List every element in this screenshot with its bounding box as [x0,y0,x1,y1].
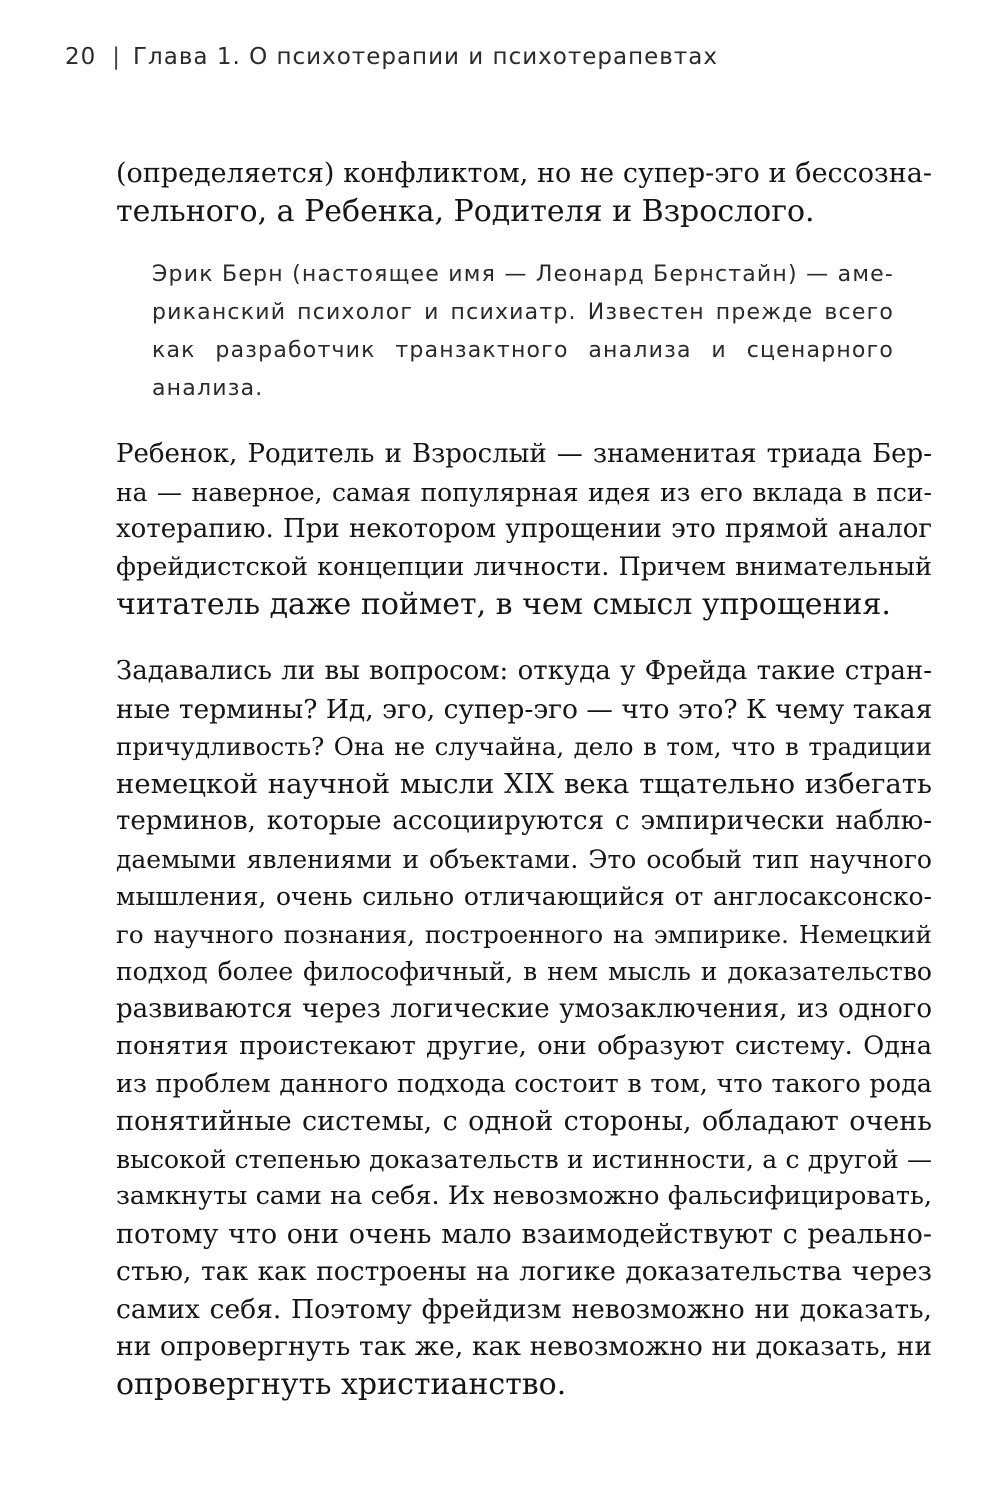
text-line: самих себя. Поэтому фрейдизм невозможно ни доказать, [116,1293,932,1325]
text-line: замкнуты сами на себя. Их невозможно фальсифицировать, [116,1181,932,1211]
text-line: потому что они очень мало взаимодействуют с реально- [116,1218,932,1250]
text-line: понятия проистекают другие, они образуют систему. Одна [116,1031,932,1061]
text-line: на — наверное, самая популярная идея из его вклада в пси- [116,477,932,507]
text-line: причудливость? Она не случайна, дело в том, что в традиции [116,732,932,761]
text-line: анализа. [152,376,264,401]
paragraph-2 [116,436,932,624]
text-line: развиваются через логические умозаключения, из одного [116,993,932,1024]
text-line: фрейдистской концепции личности. Причем внимательный [116,551,932,582]
chapter-title: Глава 1. О психотерапии и психотерапевтах [133,44,718,70]
text-line: читатель даже поймет, в чем смысл упрощения. [116,587,891,622]
text-line: опровергнуть христианство. [116,1366,567,1402]
header-separator: | [112,44,122,70]
text-line: стью, так как построены на логике доказательства через [116,1256,932,1287]
paragraph-1 [116,155,932,230]
text-line: даемыми явлениями и объектами. Это особый тип научного [116,844,932,874]
text-line: понятийные системы, с одной стороны, обладают очень [116,1106,932,1137]
text-line: тельного, а Ребенка, Родителя и Взрослого. [116,193,815,229]
text-line: высокой степенью доказательств и истинности, а с другой — [116,1144,932,1174]
text-line: Задавались ли вы вопросом: откуда у Фрейда такие стран- [116,656,932,686]
text-line: мышления, очень сильно отличающийся от англосаксонско- [116,882,932,911]
text-line: го научного познания, построенного на эмпирике. Немецкий [116,919,932,949]
text-line: ни опровергнуть так же, как невозможно ни доказать, ни [116,1331,932,1362]
text-line: риканский психолог и психиатр. Известен прежде всего [152,300,894,325]
bio-note [152,256,894,408]
text-line: (определяется) конфликтом, но не супер-эго и бессозна- [116,158,932,189]
text-line: как разработчик транзактного анализа и сценарного [152,338,894,363]
text-line: ные термины? Ид, эго, супер-эго — что это? К чему такая [116,693,933,725]
text-line: немецкой научной мысли XIX века тщательно избегать [116,767,932,800]
text-line: хотерапию. При некотором упрощении это прямой аналог [116,514,932,544]
text-line: Ребенок, Родитель и Взрослый — знаменитая триада Бер- [116,439,932,469]
paragraph-3 [116,653,932,1403]
text-line: Эрик Берн (настоящее имя — Леонард Бернстайн) — аме- [152,262,894,287]
running-head [65,44,718,70]
text-line: из проблем данного подхода состоит в том, что такого рода [116,1068,932,1099]
text-line: подход более философичный, в нем мысль и доказательство [116,957,932,986]
page-number: 20 [65,44,97,70]
text-line: терминов, которые ассоциируются с эмпирически наблю- [116,806,932,836]
